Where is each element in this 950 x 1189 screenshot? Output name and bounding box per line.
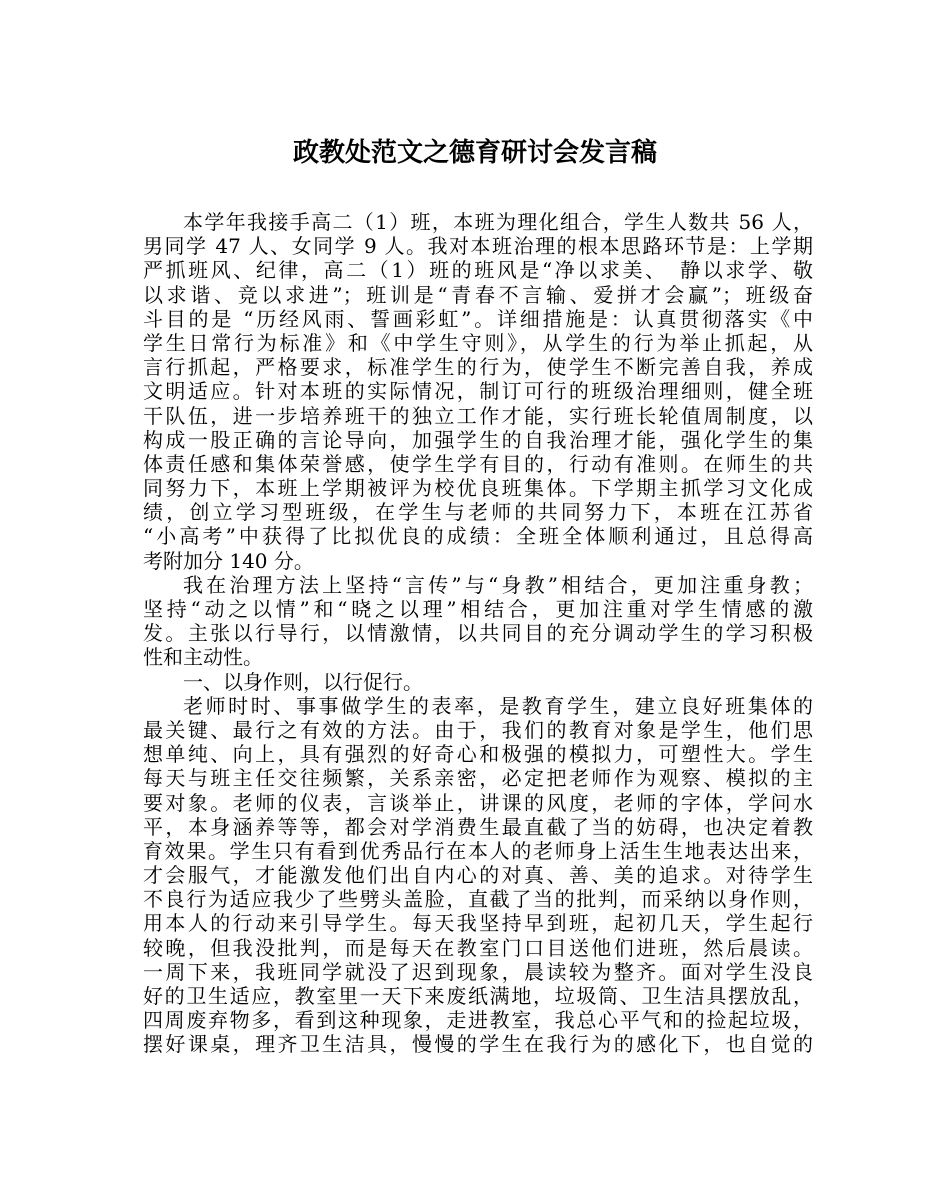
text-line: 发。主张以行导行，以情激情，以共同目的充分调动学生的学习积极 bbox=[143, 621, 813, 646]
text-line: 言行抓起，严格要求，标准学生的行为，使学生不断完善自我，养成 bbox=[143, 355, 813, 380]
document-title: 政教处范文之德育研讨会发言稿 bbox=[292, 138, 657, 168]
document-body bbox=[143, 210, 813, 1057]
text-line: 严抓班风、纪律，高二（1）班的班风是“净以求美、 静以求学、敬 bbox=[143, 258, 813, 283]
text-line: 平，本身涵养等等，都会对学消费生最直截了当的妨碍，也决定着教 bbox=[143, 814, 813, 839]
text-line: 绩，创立学习型班级，在学生与老师的共同努力下，本班在江苏省 bbox=[143, 500, 813, 525]
text-line: 我在治理方法上坚持“言传”与“身教”相结合，更加注重身教； bbox=[183, 572, 813, 597]
text-line: 干队伍，进一步培养班干的独立工作才能，实行班长轮值周制度，以 bbox=[143, 403, 813, 428]
text-line: 文明适应。针对本班的实际情况，制订可行的班级治理细则，健全班 bbox=[143, 379, 813, 404]
text-line: 想单纯、向上，具有强烈的好奇心和极强的模拟力，可塑性大。学生 bbox=[143, 742, 813, 767]
section-heading: 一、以身作则，以行促行。 bbox=[183, 669, 423, 694]
text-line: 好的卫生适应，教室里一天下来废纸满地，垃圾筒、卫生洁具摆放乱， bbox=[143, 984, 813, 1008]
text-line: 用本人的行动来引导学生。每天我坚持早到班，起初几天，学生起行 bbox=[143, 911, 813, 936]
text-line: 本学年我接手高二（1）班，本班为理化组合，学生人数共 56 人， bbox=[183, 210, 813, 234]
text-line: 四周废弃物多，看到这种现象，走进教室，我总心平气和的捡起垃圾， bbox=[143, 1008, 813, 1033]
text-line: 学生日常行为标准》和《中学生守则》，从学生的行为举止抓起，从 bbox=[143, 330, 813, 355]
text-line: 较晚，但我没批判，而是每天在教室门口目送他们进班，然后晨读。 bbox=[143, 935, 813, 960]
text-line: 以求谐、竞以求进”；班训是“青春不言输、爱拼才会赢”；班级奋 bbox=[143, 282, 813, 307]
text-line: 要对象。老师的仪表，言谈举止，讲课的风度，老师的字体，学问水 bbox=[143, 790, 813, 815]
text-line: 每天与班主任交往频繁，关系亲密，必定把老师作为观察、模拟的主 bbox=[143, 766, 813, 791]
text-line: 体责任感和集体荣誉感，使学生学有目的，行动有准则。在师生的共 bbox=[143, 451, 813, 476]
text-line: 斗目的是 “历经风雨、誓画彩虹”。详细措施是：认真贯彻落实《中 bbox=[143, 306, 813, 331]
text-line: 男同学 47 人、女同学 9 人。我对本班治理的根本思路环节是：上学期 bbox=[143, 234, 813, 259]
text-line: 考附加分 140 分。 bbox=[143, 548, 314, 573]
text-line: 育效果。学生只有看到优秀品行在本人的老师身上活生生地表达出来， bbox=[143, 838, 813, 863]
text-line: 性和主动性。 bbox=[143, 645, 263, 670]
text-line: 同努力下，本班上学期被评为校优良班集体。下学期主抓学习文化成 bbox=[143, 476, 813, 501]
text-line: 老师时时、事事做学生的表率，是教育学生，建立良好班集体的 bbox=[183, 693, 813, 718]
text-line: 最关键、最行之有效的方法。由于，我们的教育对象是学生，他们思 bbox=[143, 717, 813, 742]
text-line: 一周下来，我班同学就没了迟到现象，晨读较为整齐。面对学生没良 bbox=[143, 959, 813, 984]
text-line: 构成一股正确的言论导向，加强学生的自我治理才能，强化学生的集 bbox=[143, 427, 813, 452]
text-line: 才会服气，才能激发他们出自内心的对真、善、美的追求。对待学生 bbox=[143, 863, 813, 888]
text-line: 坚持“动之以情”和“晓之以理”相结合，更加注重对学生情感的激 bbox=[143, 597, 813, 621]
text-line: 不良行为适应我少了些劈头盖脸，直截了当的批判，而采纳以身作则， bbox=[143, 887, 813, 912]
text-line: “小高考”中获得了比拟优良的成绩：全班全体顺利通过，且总得高 bbox=[143, 524, 813, 549]
text-line: 摆好课桌，理齐卫生洁具，慢慢的学生在我行为的感化下，也自觉的 bbox=[143, 1032, 813, 1057]
